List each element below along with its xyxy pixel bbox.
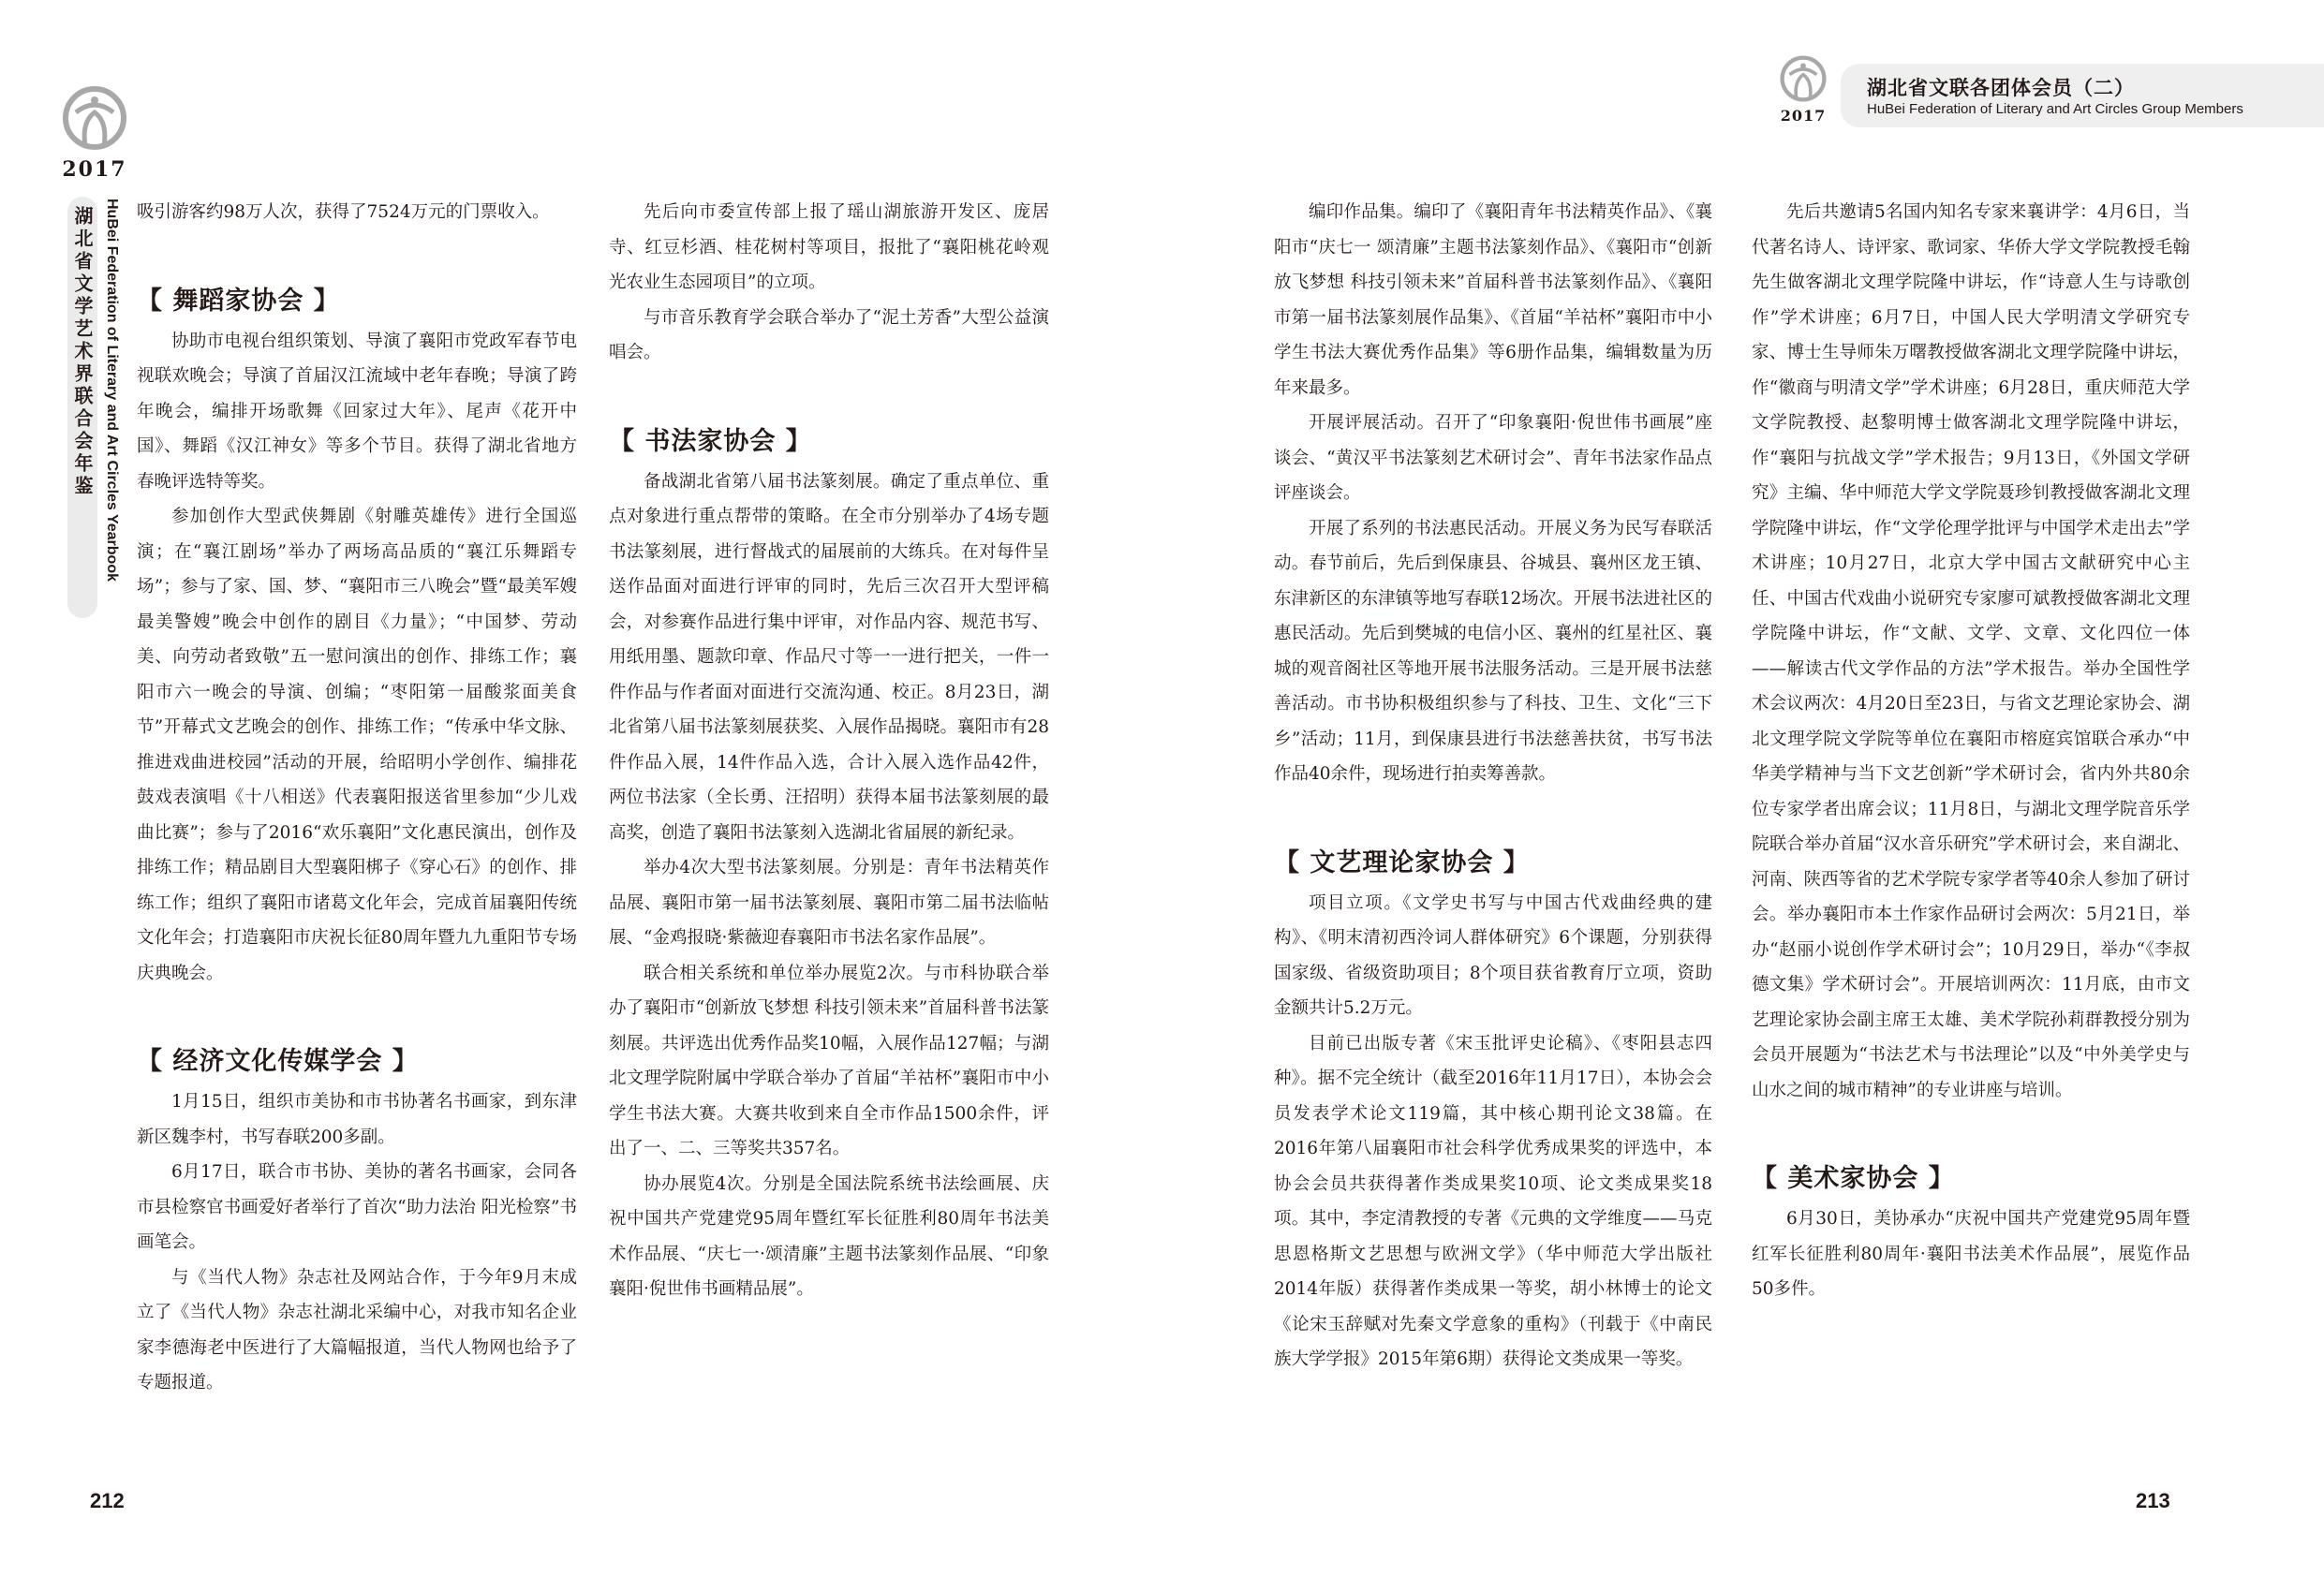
paragraph: 先后共邀请5名国内知名专家来襄讲学：4月6日，当代著名诗人、诗评家、歌词家、华侨大学文学院教授毛翰先生做客湖北文理学院隆中讲坛，作“诗意人生与诗歌创作”学术讲座；6月7日，中国人民大学明清文学研究专家、博士生导师朱万曙教授做客湖北文理学院隆中讲坛，作“徽商与明清文学”学术讲座；6月28日，重庆师范大学文学院教授、赵黎明博士做客湖北文理学院隆中讲坛，作“襄阳与抗战文学”学术报告；9月13日，《外国文学研究》主编、华中师范大学文学院聂珍钊教授做客湖北文理学院隆中讲坛，作“文学伦理学批评与中国学术走出去”学术讲座；10月27日，北京大学中国古文献研究中心主任、中国古代戏曲小说研究专家廖可斌教授做客湖北文理学院隆中讲坛，作“文献、文学、文章、文化四位一体——解读古代文学作品的方法”学术报告。举办全国性学术会议两次：4月20日至23日，与省文艺理论家协会、湖北文理学院文学院等单位在襄阳市榕庭宾馆联合承办“中华美学精神与当下文艺创新”学术研讨会，省内外共80余位专家学者出席会议；11月8日，与湖北文理学院音乐学院联合举办首届“汉水音乐研究”学术研讨会，来自湖北、河南、陕西等省的艺术学院专家学者等40余人参加了研讨会。举办襄阳市本土作家作品研讨会两次：5月21日，举办“赵丽小说创作学术研讨会”；10月29日，举办“《李叔德文集》学术研讨会”。开展培训两次：11月底，由市文艺理论家协会副主席王太雄、美术学院孙莉群教授分别为会员开展题为“书法艺术与书法理论”以及“中外美学史与山水之间的城市精神”的专业讲座与培训。 xyxy=(1752,202,2190,1100)
logo-year: 2017 xyxy=(1780,107,1827,125)
column-4 xyxy=(1752,195,2190,1307)
paragraph: 开展评展活动。召开了“印象襄阳·倪世伟书画展”座谈会、“黄汉平书法篆刻艺术研讨会”、青年书法家作品点评座谈会。 xyxy=(1274,413,1712,503)
federation-emblem-icon xyxy=(1779,54,1828,103)
paragraph: 吸引游客约98万人次，获得了7524万元的门票收入。 xyxy=(137,202,550,222)
header-title-cn: 湖北省文联各团体会员（二） xyxy=(1867,77,2135,99)
paragraph: 举办4次大型书法篆刻展。分别是：青年书法精英作品展、襄阳市第一届书法篆刻展、襄阳市第二届书法临帖展、“金鸡报晓·紫薇迎春襄阳市书法名家作品展”。 xyxy=(609,858,1049,948)
paragraph: 先后向市委宣传部上报了瑶山湖旅游开发区、庞居寺、红豆杉酒、桂花树村等项目，报批了“襄阳桃花岭观光农业生态园项目”的立项。 xyxy=(609,202,1049,292)
page-number-left: 212 xyxy=(90,1489,125,1512)
paragraph: 开展了系列的书法惠民活动。开展义务为民写春联活动。春节前后，先后到保康县、谷城县、襄州区龙王镇、东津新区的东津镇等地写春联12场次。开展书法进社区的惠民活动。先后到樊城的电信小区、襄州的红星社区、襄城的观音阁社区等地开展书法服务活动。三是开展书法慈善活动。市书协积极组织参与了科技、卫生、文化“三下乡”活动；11月，到保康县进行书法慈善扶贫，书写书法作品40余件，现场进行拍卖筹善款。 xyxy=(1274,518,1712,784)
section-heading-economic-culture: 【 经济文化传媒学会 】 xyxy=(137,1047,419,1076)
paragraph: 参加创作大型武侠舞剧《射雕英雄传》进行全国巡演；在“襄江剧场”举办了两场高品质的“襄江乐舞蹈专场”；参与了家、国、梦、“襄阳市三八晚会”暨“最美军嫂最美警嫂”晚会中创作的剧目《力量》；“中国梦、劳动美、向劳动者致敬”五一慰问演出的创作、排练工作；襄阳市六一晚会的导演、创编；“枣阳第一届酸浆面美食节”开幕式文艺晚会的创作、排练工作；“传承中华文脉、推进戏曲进校园”活动的开展，给昭明小学创作、编排花鼓戏表演唱《十八相送》代表襄阳报送省里参加“少儿戏曲比赛”；参与了2016“欢乐襄阳”文化惠民演出，创作及排练工作；精品剧目大型襄阳梆子《穿心石》的创作、排练工作；组织了襄阳市诸葛文化年会，完成首届襄阳传统文化年会；打造襄阳市庆祝长征80周年暨九九重阳节专场庆典晚会。 xyxy=(137,507,577,983)
column-3 xyxy=(1274,195,1712,1378)
column-1 xyxy=(137,195,577,1401)
header-title-en: HuBei Federation of Literary and Art Circles Group Members xyxy=(1867,101,2243,117)
section-heading-fine-arts: 【 美术家协会 】 xyxy=(1752,1164,1955,1193)
page-number-right: 213 xyxy=(2136,1489,2170,1512)
paragraph: 1月15日，组织市美协和市书协著名书画家，到东津新区魏李村，书写春联200多副。 xyxy=(137,1092,577,1147)
section-heading-calligraphy: 【 书法家协会 】 xyxy=(609,426,812,456)
paragraph: 备战湖北省第八届书法篆刻展。确定了重点单位、重点对象进行重点帮带的策略。在全市分别举办了4场专题书法篆刻展，进行督战式的届展前的大练兵。在对每件呈送作品面对面进行评审的同时，先后三次召开大型评稿会，对参赛作品进行集中评审，对作品内容、规范书写、用纸用墨、题款印章、作品尺寸等一一进行把关，一件一件作品与作者面对面进行交流沟通、校正。8月23日，湖北省第八届书法篆刻展获奖、入展作品揭晓。襄阳市有28件作品入展，14件作品入选，合计入展入选作品42件，两位书法家（全长勇、汪招明）获得本届书法篆刻展的最高奖，创造了襄阳书法篆刻入选湖北省届展的新纪录。 xyxy=(609,471,1049,843)
paragraph: 与《当代人物》杂志社及网站合作，于今年9月末成立了《当代人物》杂志社湖北采编中心，对我市知名企业家李德海老中医进行了大篇幅报道，当代人物网也给予了专题报道。 xyxy=(137,1267,577,1393)
column-2 xyxy=(609,195,1049,1307)
spine-title-cn: 湖北省文学艺术界联合会年鉴 xyxy=(71,206,94,498)
paragraph: 6月17日，联合市书协、美协的著名书画家，会同各市县检察官书画爱好者举行了首次“助力法治 阳光检察”书画笔会。 xyxy=(137,1162,577,1252)
section-heading-dance: 【 舞蹈家协会 】 xyxy=(137,286,340,316)
paragraph: 联合相关系统和单位举办展览2次。与市科协联合举办了襄阳市“创新放飞梦想 科技引领未来”首届科普书法篆刻展。共评选出优秀作品奖10幅，入展作品127幅；与湖北文理学院附属中学联合举办了首届“羊祜杯”襄阳市中小学生书法大赛。大赛共收到来自全市作品1500余件，评出了一、二、三等奖共357名。 xyxy=(609,963,1049,1158)
logo-year: 2017 xyxy=(62,157,127,182)
yearbook-logo xyxy=(52,84,137,182)
paragraph: 编印作品集。编印了《襄阳青年书法精英作品》、《襄阳市“庆七一 颂清廉”主题书法篆刻作品》、《襄阳市“创新放飞梦想 科技引领未来”首届科普书法篆刻作品》、《襄阳市第一届书法篆刻展作品集》、《首届“羊祜杯”襄阳市中小学生书法大赛优秀作品集》等6册作品集，编辑数量为历年来最多。 xyxy=(1274,202,1712,398)
spine-title-en: HuBei Federation of Literary and Art Circles Yearbook xyxy=(104,199,120,582)
section-heading-literary-theory: 【 文艺理论家协会 】 xyxy=(1274,847,1530,877)
paragraph: 目前已出版专著《宋玉批评史论稿》、《枣阳县志四种》。据不完全统计（截至2016年11月17日），本协会会员发表学术论文119篇，其中核心期刊论文38篇。在2016年第八届襄阳市社会科学优秀成果奖的评选中，本协会会员共获得著作类成果奖10项、论文类成果奖18项。其中，李定清教授的专著《元典的文学维度——马克思恩格斯文艺思想与欧洲文学》（华中师范大学出版社2014年版）获得著作类成果一等奖，胡小林博士的论文《论宋玉辞赋对先秦文学意象的重构》（刊载于《中南民族大学学报》2015年第6期）获得论文类成果一等奖。 xyxy=(1274,1033,1712,1369)
federation-emblem-icon xyxy=(61,84,128,152)
right-page xyxy=(1162,0,2324,1577)
paragraph: 协助市电视台组织策划、导演了襄阳市党政军春节电视联欢晚会；导演了首届汉江流域中老年春晚；导演了跨年晚会，编排开场歌舞《回家过大年》、尾声《花开中国》、舞蹈《汉江神女》等多个节目。获得了湖北省地方春晚评选特等奖。 xyxy=(137,331,577,492)
paragraph: 6月30日，美协承办“庆祝中国共产党建党95周年暨红军长征胜利80周年·襄阳书法美术作品展”，展览作品50多件。 xyxy=(1752,1209,2190,1299)
yearbook-logo-small xyxy=(1775,54,1831,125)
paragraph: 与市音乐教育学会联合举办了“泥土芳香”大型公益演唱会。 xyxy=(609,307,1049,362)
yearbook-spine xyxy=(67,197,97,618)
paragraph: 协办展览4次。分别是全国法院系统书法绘画展、庆祝中国共产党建党95周年暨红军长征胜利80周年书法美术作品展、“庆七一·颂清廉”主题书法篆刻作品展、“印象襄阳·倪世伟书画精品展”。 xyxy=(609,1173,1049,1299)
paragraph: 项目立项。《文学史书写与中国古代戏曲经典的建构》、《明末清初西泠词人群体研究》6个课题，分别获得国家级、省级资助项目；8个项目获省教育厅立项，资助金额共计5.2万元。 xyxy=(1274,892,1712,1018)
running-header xyxy=(1841,64,2324,127)
